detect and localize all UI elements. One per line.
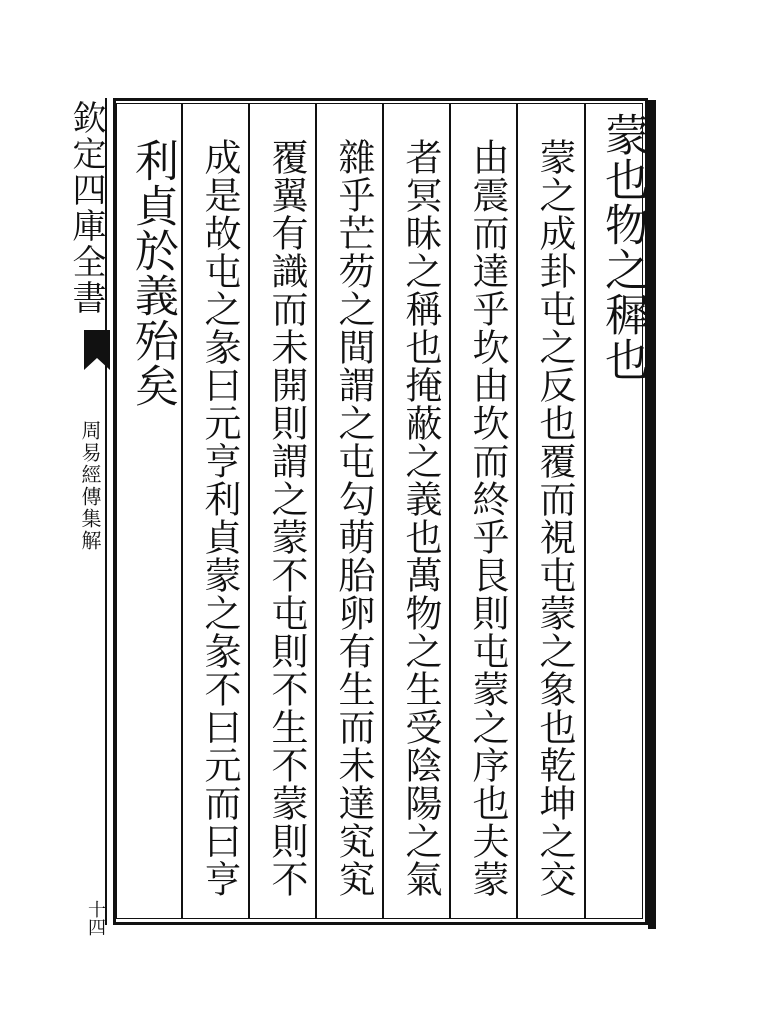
section-title: 周易經傳集解: [78, 420, 102, 552]
text-column: 蒙之成卦屯之反也覆而視屯蒙之象也乾坤之交: [533, 138, 576, 898]
text-column: 覆翼有識而未開則謂之蒙不屯則不生不蒙則不: [265, 138, 308, 898]
text-column: 利貞於義殆矣: [127, 138, 178, 408]
text-column: 雜乎芒芴之間謂之屯勾萌胎卵有生而未達䆒䆒: [332, 138, 375, 898]
book-title: 欽定四庫全書: [66, 100, 106, 316]
page-number: 十四: [85, 900, 106, 936]
text-column: 者冥昧之稱也掩蔽之義也萬物之生受陰陽之氣: [399, 138, 442, 898]
column-divider: [584, 103, 586, 919]
text-column: 由震而達乎坎由坎而終乎艮則屯蒙之序也夫蒙: [466, 138, 509, 898]
fish-tail-mark-icon: [84, 330, 110, 370]
text-column: 蒙也物之穉也: [597, 112, 648, 382]
text-column: 成是故屯之彖曰元亨利貞蒙之彖不曰元而曰亨: [198, 138, 241, 898]
